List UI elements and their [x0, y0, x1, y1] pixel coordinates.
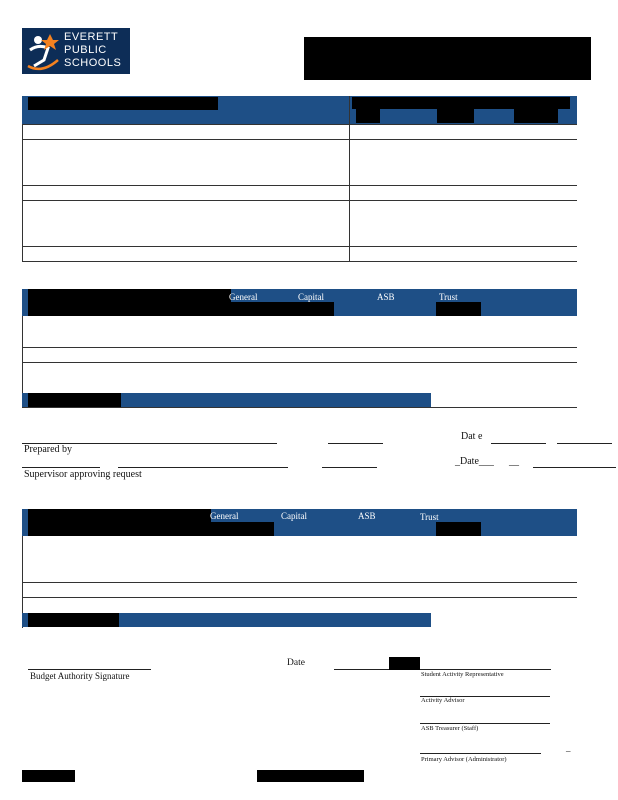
section2-rule: [22, 347, 577, 348]
section3-subheader-redacted: [28, 522, 274, 536]
section1-column-divider: [349, 96, 350, 262]
section2-total-redacted: [28, 393, 121, 407]
section2-col-capital: Capital: [298, 292, 324, 302]
section2-col-asb: ASB: [377, 292, 395, 302]
section3-col-trust: Trust: [420, 512, 439, 522]
section3-rule: [22, 597, 577, 598]
section1-rule: [22, 246, 577, 247]
section2-col-general: General: [229, 292, 258, 302]
section2-trust-redacted: [436, 302, 481, 316]
section1-rule: [22, 124, 577, 125]
section1-rule: [22, 185, 577, 186]
primary-advisor-line[interactable]: [420, 753, 541, 754]
asb-treasurer-label: ASB Treasurer (Staff): [421, 725, 479, 732]
section2-rule: [22, 362, 577, 363]
supervisor-extra-line[interactable]: [322, 467, 377, 468]
section1-right-subheader-redacted-b: [437, 109, 474, 123]
date2-label: _Date___: [455, 456, 494, 467]
section1-right-header-redacted: [352, 97, 570, 109]
section3-total-redacted: [28, 613, 119, 627]
section1-rule: [22, 200, 577, 201]
section3-col-asb: ASB: [358, 511, 376, 521]
supervisor-label: Supervisor approving request: [24, 469, 142, 480]
logo-figure-icon: [24, 30, 64, 72]
primary-advisor-label: Primary Advisor (Administrator): [421, 756, 507, 763]
section3-col-capital: Capital: [281, 511, 307, 521]
signature-redacted: [389, 657, 420, 670]
asb-treasurer-line[interactable]: [420, 723, 550, 724]
signature-date-label: Date: [287, 658, 305, 668]
section1-rule: [22, 139, 577, 140]
logo-text: EVERETT PUBLIC SCHOOLS: [64, 31, 122, 69]
section1-right-subheader-redacted-c: [514, 109, 558, 123]
section2-col-trust: Trust: [439, 292, 458, 302]
section2-subheader-redacted: [28, 302, 334, 316]
section3-rule: [22, 582, 577, 583]
primary-advisor-tail: _: [566, 743, 571, 753]
section1-left-border: [22, 124, 23, 262]
section3-col-general: General: [210, 511, 239, 521]
date2-line[interactable]: [533, 467, 616, 468]
section1-header-redacted: [28, 97, 218, 110]
section2-header-redacted: [28, 289, 231, 302]
form-title-redacted: [304, 37, 591, 80]
student-rep-label: Student Activity Representative: [421, 671, 504, 678]
supervisor-line-a[interactable]: [22, 467, 100, 468]
section2-rule: [22, 407, 577, 408]
section1-rule: [22, 261, 577, 262]
prepared-by-label: Prepared by: [24, 444, 73, 455]
activity-advisor-label: Activity Advisor: [421, 697, 465, 704]
prepared-extra-line[interactable]: [328, 443, 383, 444]
budget-authority-line[interactable]: [28, 669, 151, 670]
footer-redacted-center: [257, 770, 364, 782]
supervisor-line-b[interactable]: [118, 467, 288, 468]
signature-date-line[interactable]: [334, 669, 389, 670]
date1-line-b[interactable]: [557, 443, 612, 444]
student-rep-line[interactable]: [420, 669, 551, 670]
budget-authority-label: Budget Authority Signature: [30, 671, 130, 681]
date1-label: Dat e: [461, 431, 483, 442]
district-logo: [22, 28, 130, 74]
date1-line[interactable]: [491, 443, 546, 444]
section3-header-redacted: [28, 509, 211, 522]
section3-trust-redacted: [436, 522, 481, 536]
footer-redacted-left: [22, 770, 75, 782]
date2-tail: __: [509, 456, 519, 467]
section1-right-subheader-redacted-a: [356, 109, 380, 123]
